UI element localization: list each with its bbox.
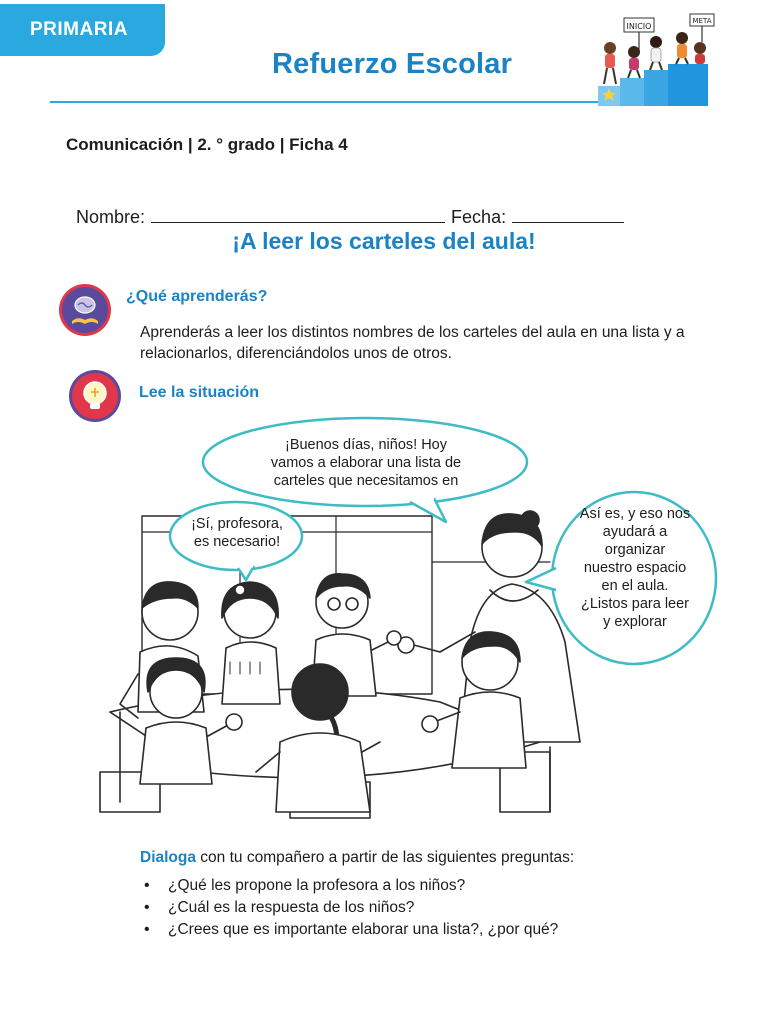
list-item: • ¿Crees que es importante elaborar una lista?, ¿por qué?: [144, 919, 558, 941]
question-list: [144, 875, 558, 941]
bubble-line: carteles que necesitamos en: [273, 473, 459, 489]
bubble-line: ayudará a: [602, 524, 668, 540]
brain-book-icon: [58, 283, 112, 337]
bubble-line: es necesario!: [193, 534, 281, 550]
course-line: Comunicación | 2. ° grado | Ficha 4: [66, 135, 348, 154]
start-sign-text: INICIO: [626, 22, 652, 31]
kids-podium-illustration: [594, 8, 718, 108]
bubble-line: ¡Buenos días, niños! Hoy: [284, 437, 447, 453]
kids-bubble-text: [172, 515, 302, 551]
bubble-line: en el aula.: [601, 578, 669, 594]
bubble-line: ¿Listos para leer: [581, 596, 689, 612]
bubble-line: ¡Sí, profesora,: [191, 516, 283, 532]
name-date-line: [66, 185, 624, 228]
date-label: Fecha:: [451, 207, 507, 227]
learn-text: Aprenderás a leer los distintos nombres de los carteles del aula en una lista y a relacionarlos, diferenciándolos unos de otros.: [140, 324, 685, 362]
level-tab: PRIMARIA: [0, 4, 165, 56]
bubble-line: organizar: [604, 542, 666, 558]
dialog-instruction-rest: con tu compañero a partir de las siguientes preguntas:: [195, 849, 575, 866]
dialog-instruction: [140, 849, 574, 867]
learn-heading: ¿Qué aprenderás?: [126, 288, 268, 305]
header-divider: [50, 101, 628, 103]
date-blank[interactable]: [512, 206, 624, 223]
main-title: ¡A leer los carteles del aula!: [232, 228, 536, 254]
goal-sign-text: META: [692, 17, 712, 25]
name-blank[interactable]: [151, 206, 445, 223]
list-item: • ¿Qué les propone la profesora a los niños?: [144, 875, 558, 897]
name-label: Nombre:: [76, 207, 146, 227]
list-item: • ¿Cuál es la respuesta de los niños?: [144, 897, 558, 919]
bubble-line: vamos a elaborar una lista de: [270, 455, 462, 471]
bubble-line: nuestro espacio: [583, 560, 687, 576]
teacher-bubble-right-text: [560, 505, 710, 631]
situation-heading: Lee la situación: [139, 384, 260, 401]
dialog-keyword: Dialoga: [140, 849, 196, 866]
bubble-line: y explorar: [603, 614, 667, 630]
teacher-bubble-top-text: [228, 436, 504, 490]
bubble-line: Así es, y eso nos: [579, 506, 691, 522]
header-title: Refuerzo Escolar: [272, 48, 513, 80]
